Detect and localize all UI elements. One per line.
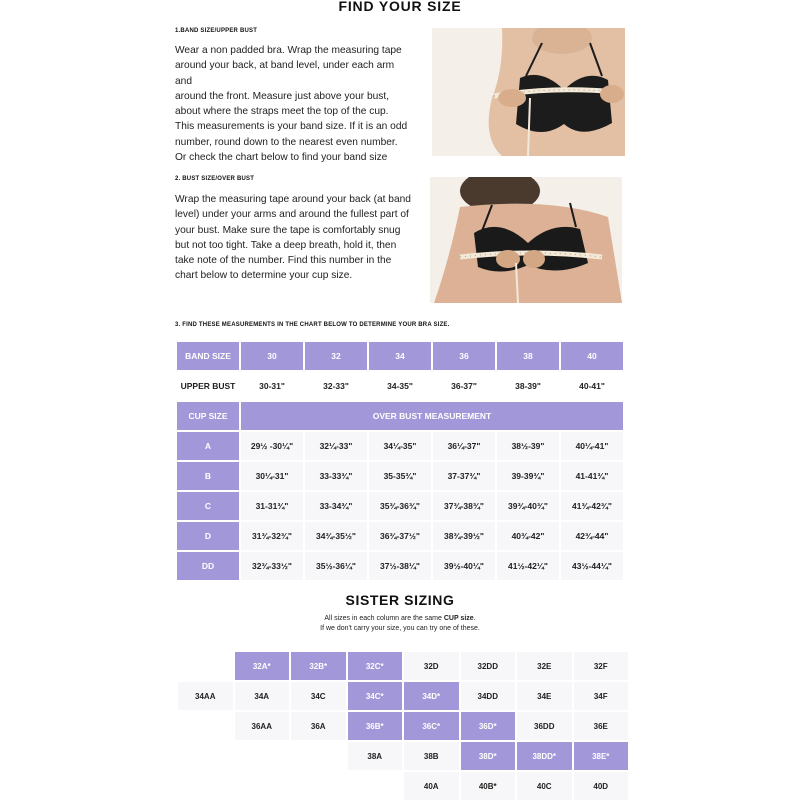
over-bust-value: 37-37¾" (433, 462, 495, 490)
cup-row (177, 492, 623, 520)
cup-row (177, 522, 623, 550)
over-bust-value: 41-41¾" (561, 462, 623, 490)
upper-bust-value: 34-35" (369, 372, 431, 400)
step2-line: level) under your arms and around the fullest part of (175, 209, 409, 221)
sister-size-cell: 34F (574, 682, 629, 710)
sister-size-cell: 40C (517, 772, 572, 800)
sister-empty-cell (291, 742, 346, 770)
band-size-row (177, 342, 623, 370)
cup-row (177, 552, 623, 580)
over-bust-value: 38¾-39½" (433, 522, 495, 550)
page-title: FIND YOUR SIZE (338, 0, 462, 14)
step1-text (175, 43, 411, 165)
sister-empty-cell (178, 652, 233, 680)
over-bust-value: 32¾-33½" (241, 552, 303, 580)
sister-size-cell: 36C* (404, 712, 459, 740)
step1-heading: 1.BAND SIZE/UPPER BUST (175, 28, 258, 34)
step2-line: Wrap the measuring tape around your back (at band (175, 194, 411, 205)
sister-size-cell: 36DD (517, 712, 572, 740)
sister-size-cell: 34DD (461, 682, 516, 710)
sister-size-cell: 38E* (574, 742, 629, 770)
over-bust-value: 42¾-44" (561, 522, 623, 550)
step2-text (175, 192, 411, 284)
cup-label: A (177, 432, 239, 460)
band-size-label: BAND SIZE (177, 342, 239, 370)
sister-size-cell: 38DD* (517, 742, 572, 770)
over-bust-value: 41¾-42¾" (561, 492, 623, 520)
size-chart-table (175, 340, 625, 582)
cup-label: B (177, 462, 239, 490)
sister-empty-cell (178, 742, 233, 770)
sister-size-cell: 40A (404, 772, 459, 800)
sister-row (178, 712, 628, 740)
over-bust-value: 34¼-35" (369, 432, 431, 460)
cup-label: D (177, 522, 239, 550)
step1-line: Wear a non padded bra. Wrap the measuring tape (175, 45, 402, 56)
over-bust-value: 43½-44¼" (561, 552, 623, 580)
sister-size-cell: 34AA (178, 682, 233, 710)
sister-empty-cell (291, 772, 346, 800)
over-bust-value: 36¼-37" (433, 432, 495, 460)
cup-header-row (177, 402, 623, 430)
over-bust-value: 33-33¾" (305, 462, 367, 490)
step2-line: chart below to determine your cup size. (175, 270, 353, 282)
step1-line: around the front. Measure just above your bust, (175, 90, 390, 102)
upper-bust-label: UPPER BUST (177, 372, 239, 400)
sister-size-cell: 32E (517, 652, 572, 680)
sister-size-cell: 34C (291, 682, 346, 710)
step2-line: your bust. Make sure the tape is comfortably snug (175, 224, 401, 236)
step2-line: take note of the number. Find this number in the (175, 255, 392, 267)
sister-size-cell: 36A (291, 712, 346, 740)
sister-size-cell: 36AA (235, 712, 290, 740)
sister-size-cell: 40D (574, 772, 629, 800)
sister-note-bold: CUP size (443, 615, 474, 622)
over-bust-value: 35½-36¼" (305, 552, 367, 580)
sister-size-cell: 34A (235, 682, 290, 710)
over-bust-value: 41½-42¼" (497, 552, 559, 580)
over-bust-value: 35-35¾" (369, 462, 431, 490)
sister-row (178, 772, 628, 800)
step2-heading: 2. BUST SIZE/OVER BUST (175, 176, 255, 182)
over-bust-value: 31-31¾" (241, 492, 303, 520)
sister-size-cell: 38A (348, 742, 403, 770)
sister-size-cell: 36E (574, 712, 629, 740)
over-bust-value: 40¼-41" (561, 432, 623, 460)
step1-line: number, round down to the nearest even number. (175, 136, 398, 148)
sister-sizing-title: SISTER SIZING (345, 592, 455, 608)
over-bust-value: 39¾-40¾" (497, 492, 559, 520)
cup-size-label: CUP SIZE (177, 402, 239, 430)
sister-size-cell: 36D* (461, 712, 516, 740)
step1-line: This measurements is your band size. If it is an odd (175, 121, 408, 133)
over-bust-value: 37¾-38¾" (433, 492, 495, 520)
over-bust-label: OVER BUST MEASUREMENT (241, 402, 623, 430)
measuring-tape-bust-photo-icon (430, 177, 622, 303)
sister-note-line2: If we don't carry your size, you can try one of these. (320, 625, 480, 632)
upper-bust-value: 32-33" (305, 372, 367, 400)
band-value: 30 (241, 342, 303, 370)
sister-empty-cell (348, 772, 403, 800)
over-bust-value: 38½-39" (497, 432, 559, 460)
sister-empty-cell (235, 742, 290, 770)
cup-label: DD (177, 552, 239, 580)
band-value: 34 (369, 342, 431, 370)
sister-size-cell: 32C* (348, 652, 403, 680)
sister-empty-cell (178, 772, 233, 800)
upper-bust-value: 40-41" (561, 372, 623, 400)
sister-size-cell: 34E (517, 682, 572, 710)
step1-line: Or check the chart below to find your band size (175, 152, 388, 164)
over-bust-value: 39-39¾" (497, 462, 559, 490)
band-value: 40 (561, 342, 623, 370)
bust-measure-photo (430, 177, 622, 303)
over-bust-value: 39½-40¼" (433, 552, 495, 580)
band-measure-photo (432, 28, 625, 156)
sister-size-cell: 32D (404, 652, 459, 680)
sister-row (178, 652, 628, 680)
over-bust-value: 33-34¾" (305, 492, 367, 520)
over-bust-value: 29½ -30¼" (241, 432, 303, 460)
band-value: 38 (497, 342, 559, 370)
sister-row (178, 742, 628, 770)
step1-line: around your back, at band level, under each arm and (175, 60, 395, 87)
step2-line: but not too tight. Take a deep breath, hold it, then (175, 239, 397, 251)
cup-row (177, 432, 623, 460)
sister-row (178, 682, 628, 710)
over-bust-value: 30¼-31" (241, 462, 303, 490)
over-bust-value: 37½-38¼" (369, 552, 431, 580)
size-chart (175, 340, 625, 582)
sister-sizing-table (176, 650, 630, 800)
band-value: 32 (305, 342, 367, 370)
step1-line: about where the straps meet the top of the cup. (175, 106, 389, 118)
sister-size-cell: 40B* (461, 772, 516, 800)
sister-size-cell: 38D* (461, 742, 516, 770)
sister-empty-cell (235, 772, 290, 800)
over-bust-value: 34¾-35½" (305, 522, 367, 550)
sister-note-text: . (473, 615, 476, 622)
sister-note-line1 (0, 615, 800, 622)
over-bust-value: 36¾-37½" (369, 522, 431, 550)
upper-bust-value: 30-31" (241, 372, 303, 400)
upper-bust-value: 38-39" (497, 372, 559, 400)
band-value: 36 (433, 342, 495, 370)
step3-heading: 3. FIND THESE MEASUREMENTS IN THE CHART BELOW TO DETERMINE YOUR BRA SIZE. (175, 322, 450, 328)
sister-note-text: All sizes in each column are the same (324, 615, 444, 622)
sister-sizing-grid (176, 650, 630, 800)
upper-bust-row (177, 372, 623, 400)
over-bust-value: 35¾-36¾" (369, 492, 431, 520)
sister-size-cell: 32F (574, 652, 629, 680)
sister-size-cell: 36B* (348, 712, 403, 740)
sister-size-cell: 32DD (461, 652, 516, 680)
over-bust-value: 32¼-33" (305, 432, 367, 460)
sister-size-cell: 34C* (348, 682, 403, 710)
over-bust-value: 40¾-42" (497, 522, 559, 550)
sister-size-cell: 32B* (291, 652, 346, 680)
measuring-tape-band-photo-icon (432, 28, 625, 156)
cup-row (177, 462, 623, 490)
cup-label: C (177, 492, 239, 520)
sister-size-cell: 34D* (404, 682, 459, 710)
sister-empty-cell (178, 712, 233, 740)
sister-size-cell: 38B (404, 742, 459, 770)
upper-bust-value: 36-37" (433, 372, 495, 400)
sister-size-cell: 32A* (235, 652, 290, 680)
over-bust-value: 31¾-32¾" (241, 522, 303, 550)
